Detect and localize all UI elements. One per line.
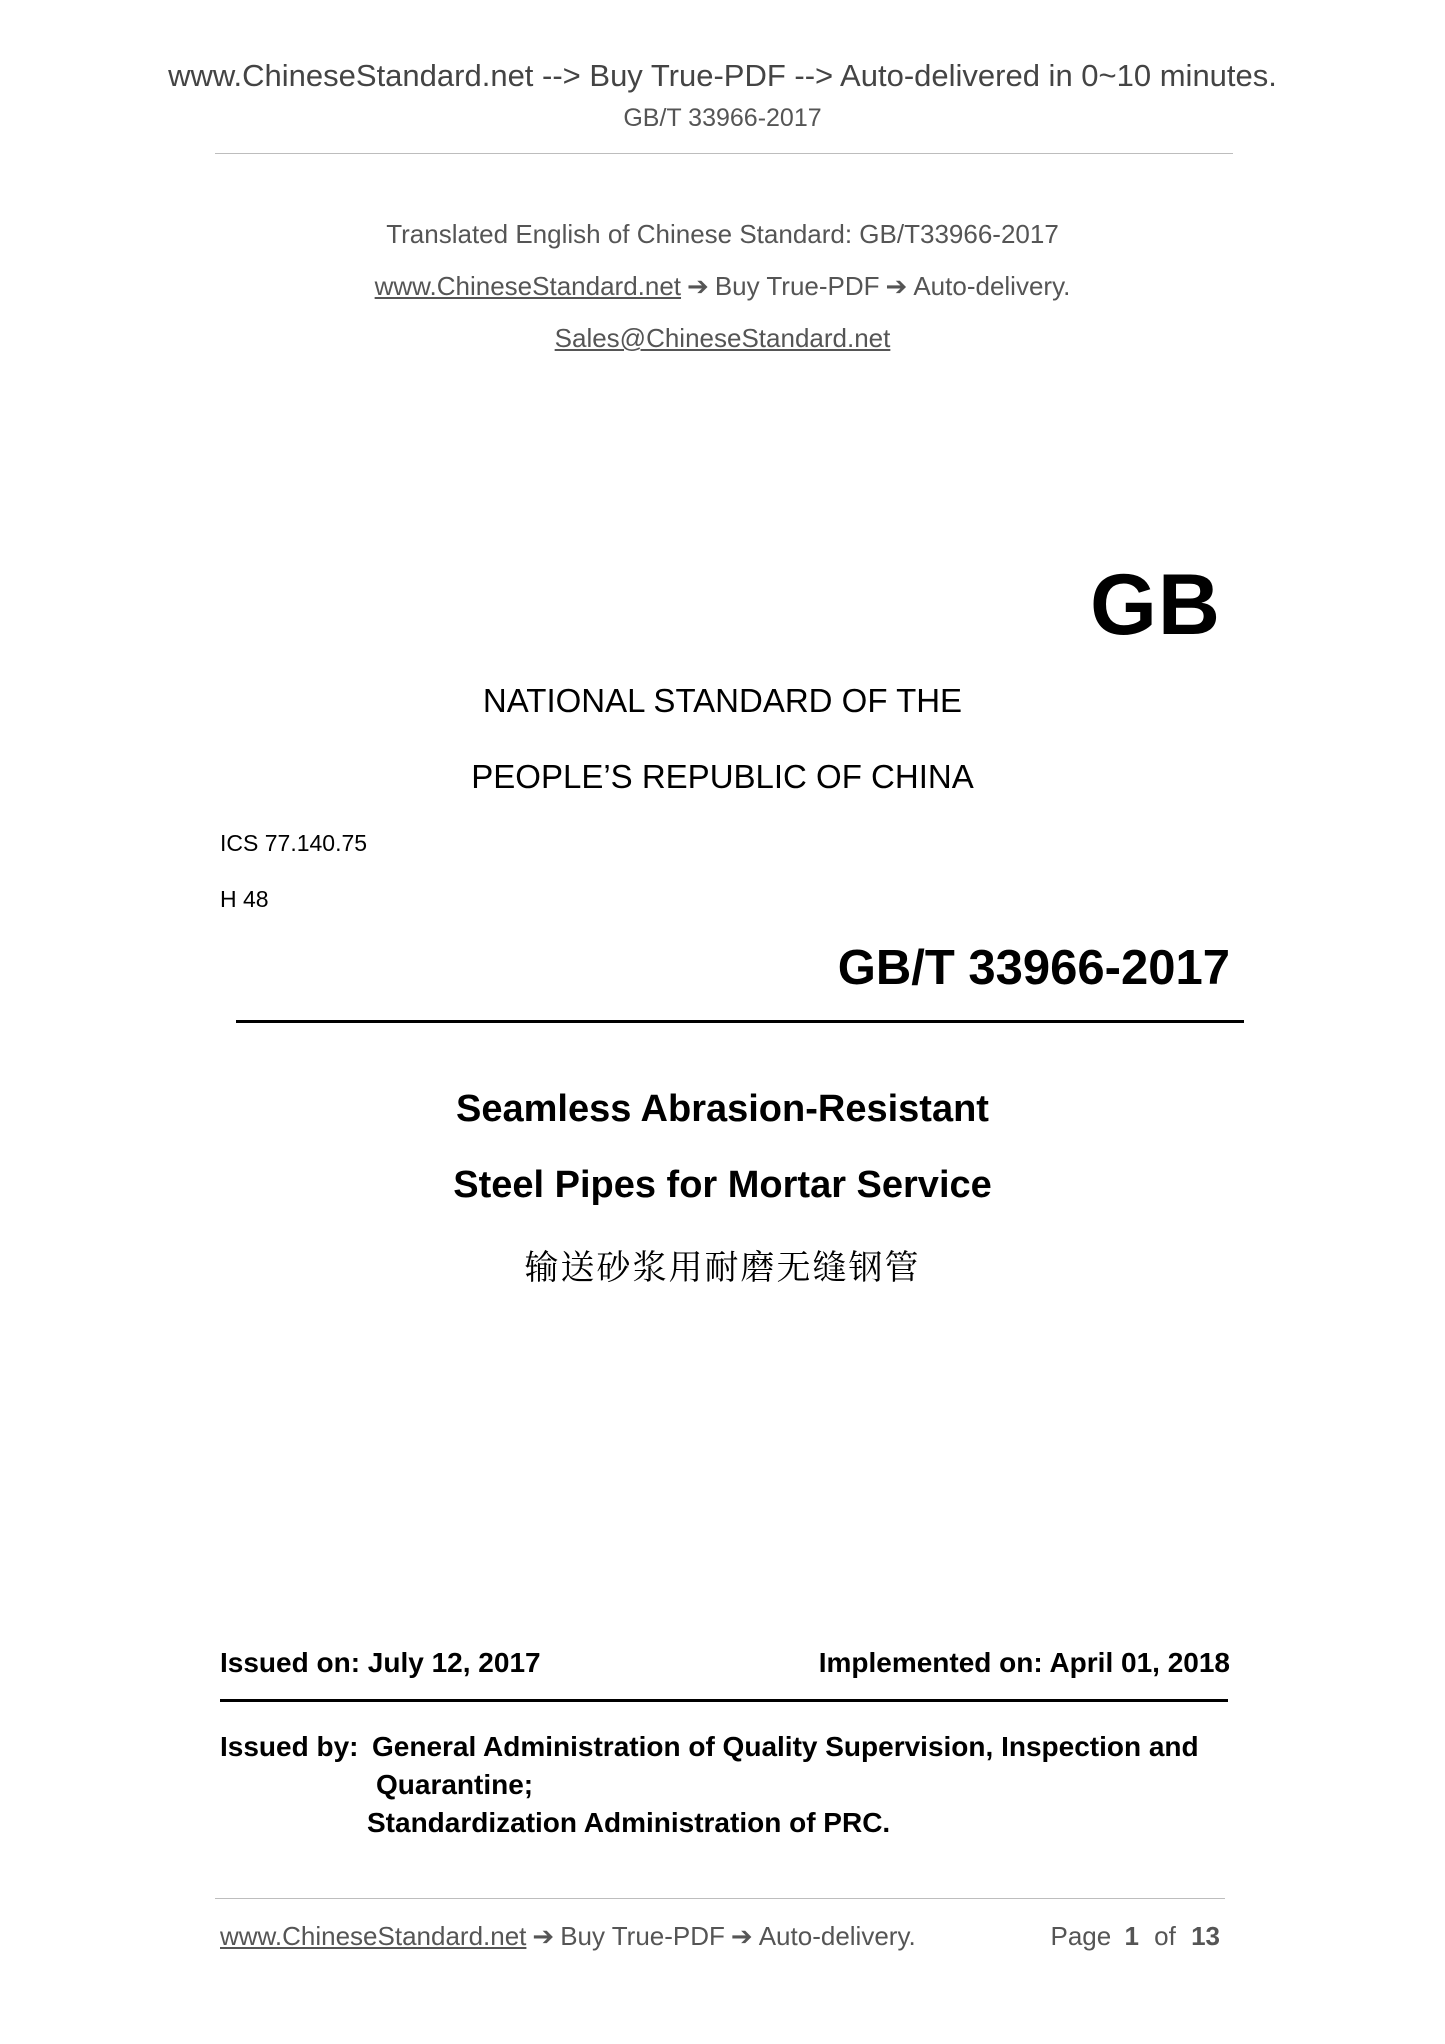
footer-auto-text: Auto-delivery. [758, 1921, 916, 1951]
purchase-line [0, 271, 1445, 302]
footer-purchase-line [220, 1921, 916, 1952]
national-standard-line1: NATIONAL STANDARD OF THE [482, 682, 963, 719]
issued-on: Issued on: July 12, 2017 [220, 1647, 541, 1678]
standard-number: GB/T 33966-2017 [837, 941, 1230, 995]
page-indicator [1050, 1921, 1220, 1952]
implemented-on: Implemented on: April 01, 2018 [818, 1647, 1230, 1678]
arrow-right-icon: ➔ [885, 271, 908, 301]
issuer-line1: General Administration of Quality Supervision, Inspection and [372, 1731, 1199, 1762]
dates-rule [220, 1699, 1228, 1702]
header-divider [215, 153, 1233, 154]
h-code: H 48 [220, 886, 269, 912]
header-banner: www.ChineseStandard.net --> Buy True-PDF --> Auto-delivered in 0~10 minutes. [168, 58, 1277, 93]
translated-line: Translated English of Chinese Standard: GB/T33966-2017 [386, 219, 1059, 249]
title-line1: Seamless Abrasion-Resistant [456, 1088, 989, 1130]
title-chinese: 输送砂浆用耐磨无缝钢管 [524, 1249, 921, 1287]
issuer-line3: Standardization Administration of PRC. [367, 1807, 891, 1838]
footer-buy-text: Buy True-PDF [560, 1921, 725, 1951]
email-link[interactable]: Sales@ChineseStandard.net [554, 323, 891, 353]
ics-code: ICS 77.140.75 [220, 830, 368, 856]
gb-logo: GB [1090, 557, 1221, 653]
standard-number-rule [236, 1020, 1244, 1023]
arrow-right-icon: ➔ [730, 1921, 753, 1951]
auto-delivery-text: Auto-delivery. [913, 271, 1071, 301]
page-total: 13 [1191, 1921, 1220, 1951]
footer-divider [215, 1898, 1225, 1899]
of-label: of [1154, 1921, 1176, 1951]
site-link[interactable]: www.ChineseStandard.net [374, 271, 682, 301]
arrow-right-icon: ➔ [532, 1921, 555, 1951]
issuer-line2: Quarantine; [376, 1769, 534, 1800]
email-line [0, 323, 1445, 354]
buy-true-pdf-text: Buy True-PDF [714, 271, 880, 301]
page-label: Page [1050, 1921, 1112, 1951]
title-line2: Steel Pipes for Mortar Service [453, 1164, 992, 1206]
issued-by-label: Issued by: [220, 1731, 359, 1762]
footer-site-link[interactable]: www.ChineseStandard.net [220, 1921, 527, 1951]
page-number: 1 [1124, 1921, 1139, 1951]
header-std-code: GB/T 33966-2017 [623, 104, 822, 132]
arrow-right-icon: ➔ [687, 271, 709, 301]
national-standard-line2: PEOPLE’S REPUBLIC OF CHINA [471, 758, 974, 795]
